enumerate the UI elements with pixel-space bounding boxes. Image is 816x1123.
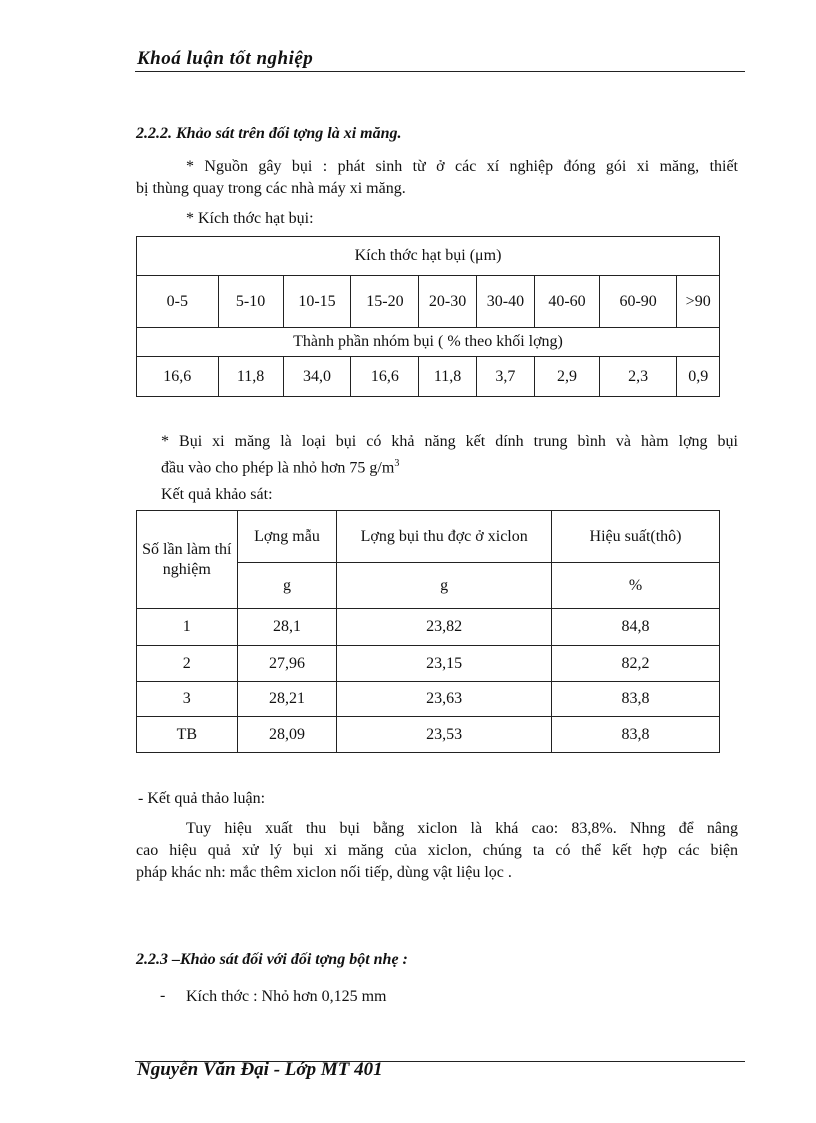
page-footer-author: Nguyễn Văn Đại - Lớp MT 401 xyxy=(137,1059,383,1080)
composition-value: 34,0 xyxy=(283,357,351,397)
mass-cell: 27,96 xyxy=(237,646,337,682)
discussion-line-3: pháp khác nh: mắc thêm xiclon nối tiếp, dùng vật liệu lọc . xyxy=(136,864,512,881)
note-line-2-text: đầu vào cho phép là nhỏ hơn 75 g/m xyxy=(161,459,395,477)
size-cell: 30-40 xyxy=(476,276,534,328)
size-cell: 5-10 xyxy=(218,276,283,328)
composition-value: 16,6 xyxy=(351,357,419,397)
mass-cell: 28,1 xyxy=(237,609,337,646)
discussion-line-1: Tuy hiệu xuất thu bụi bằng xiclon là khá cao: 83,8%. Nhng để nâng xyxy=(186,820,738,837)
efficiency-cell: 84,8 xyxy=(552,609,720,646)
collected-cell: 23,15 xyxy=(337,646,552,682)
trial-header: Số lần làm thí nghiệm xyxy=(137,511,238,609)
efficiency-cell: 83,8 xyxy=(552,717,720,753)
composition-value: 0,9 xyxy=(677,357,720,397)
efficiency-cell: 83,8 xyxy=(552,682,720,717)
trial-cell: 2 xyxy=(137,646,238,682)
collected-cell: 23,53 xyxy=(337,717,552,753)
composition-value: 2,3 xyxy=(599,357,676,397)
size-cell: >90 xyxy=(677,276,720,328)
size-cell: 10-15 xyxy=(283,276,351,328)
survey-result-table xyxy=(136,510,720,753)
note-line-2 xyxy=(161,453,399,478)
size-cell: 40-60 xyxy=(535,276,600,328)
efficiency-header: Hiệu suất(thô) xyxy=(552,511,720,563)
particle-size-table xyxy=(136,236,720,397)
size-cell: 15-20 xyxy=(351,276,419,328)
header-rule xyxy=(135,71,745,72)
composition-value: 11,8 xyxy=(419,357,476,397)
discussion-line-2: cao hiệu quả xử lý bụi xi măng của xiclon, chúng ta có thể kết hợp các biện xyxy=(136,842,738,859)
size-table-header: Kích thớc hạt bụi (μm) xyxy=(137,237,720,276)
note-superscript: 3 xyxy=(394,458,400,469)
composition-header: Thành phần nhóm bụi ( % theo khối lợng) xyxy=(137,328,720,357)
discussion-label: - Kết quả thảo luận: xyxy=(138,790,266,807)
mass-unit: g xyxy=(237,563,337,609)
trial-cell: TB xyxy=(137,717,238,753)
result-label: Kết quả khảo sát: xyxy=(161,486,273,503)
trial-cell: 1 xyxy=(137,609,238,646)
composition-value: 2,9 xyxy=(535,357,600,397)
collected-cell: 23,63 xyxy=(337,682,552,717)
source-line-2: bị thùng quay trong các nhà máy xi măng. xyxy=(136,180,406,197)
mass-header: Lợng mẫu xyxy=(237,511,337,563)
note-line-1: * Bụi xi măng là loại bụi có khả năng kết dính trung bình và hàm lợng bụi xyxy=(161,433,738,450)
size-cell: 0-5 xyxy=(137,276,219,328)
collected-unit: g xyxy=(337,563,552,609)
efficiency-cell: 82,2 xyxy=(552,646,720,682)
composition-value: 11,8 xyxy=(218,357,283,397)
size-cell: 60-90 xyxy=(599,276,676,328)
size-item: Kích thớc : Nhỏ hơn 0,125 mm xyxy=(186,988,387,1005)
efficiency-unit: % xyxy=(552,563,720,609)
page-header-title: Khoá luận tốt nghiệp xyxy=(137,48,314,69)
mass-cell: 28,09 xyxy=(237,717,337,753)
composition-value: 3,7 xyxy=(476,357,534,397)
bullet-marker: - xyxy=(160,987,166,1004)
trial-cell: 3 xyxy=(137,682,238,717)
section-heading-223: 2.2.3 –Khảo sát đối với đối tợng bột nhẹ : xyxy=(136,951,408,968)
size-label: * Kích thớc hạt bụi: xyxy=(186,210,314,227)
section-heading-222: 2.2.2. Khảo sát trên đối tợng là xi măng. xyxy=(136,125,402,142)
composition-value: 16,6 xyxy=(137,357,219,397)
collected-cell: 23,82 xyxy=(337,609,552,646)
collected-header: Lợng bụi thu đợc ở xiclon xyxy=(337,511,552,563)
mass-cell: 28,21 xyxy=(237,682,337,717)
size-cell: 20-30 xyxy=(419,276,476,328)
source-line-1: * Nguồn gây bụi : phát sinh từ ở các xí nghiệp đóng gói xi măng, thiết xyxy=(186,158,738,175)
